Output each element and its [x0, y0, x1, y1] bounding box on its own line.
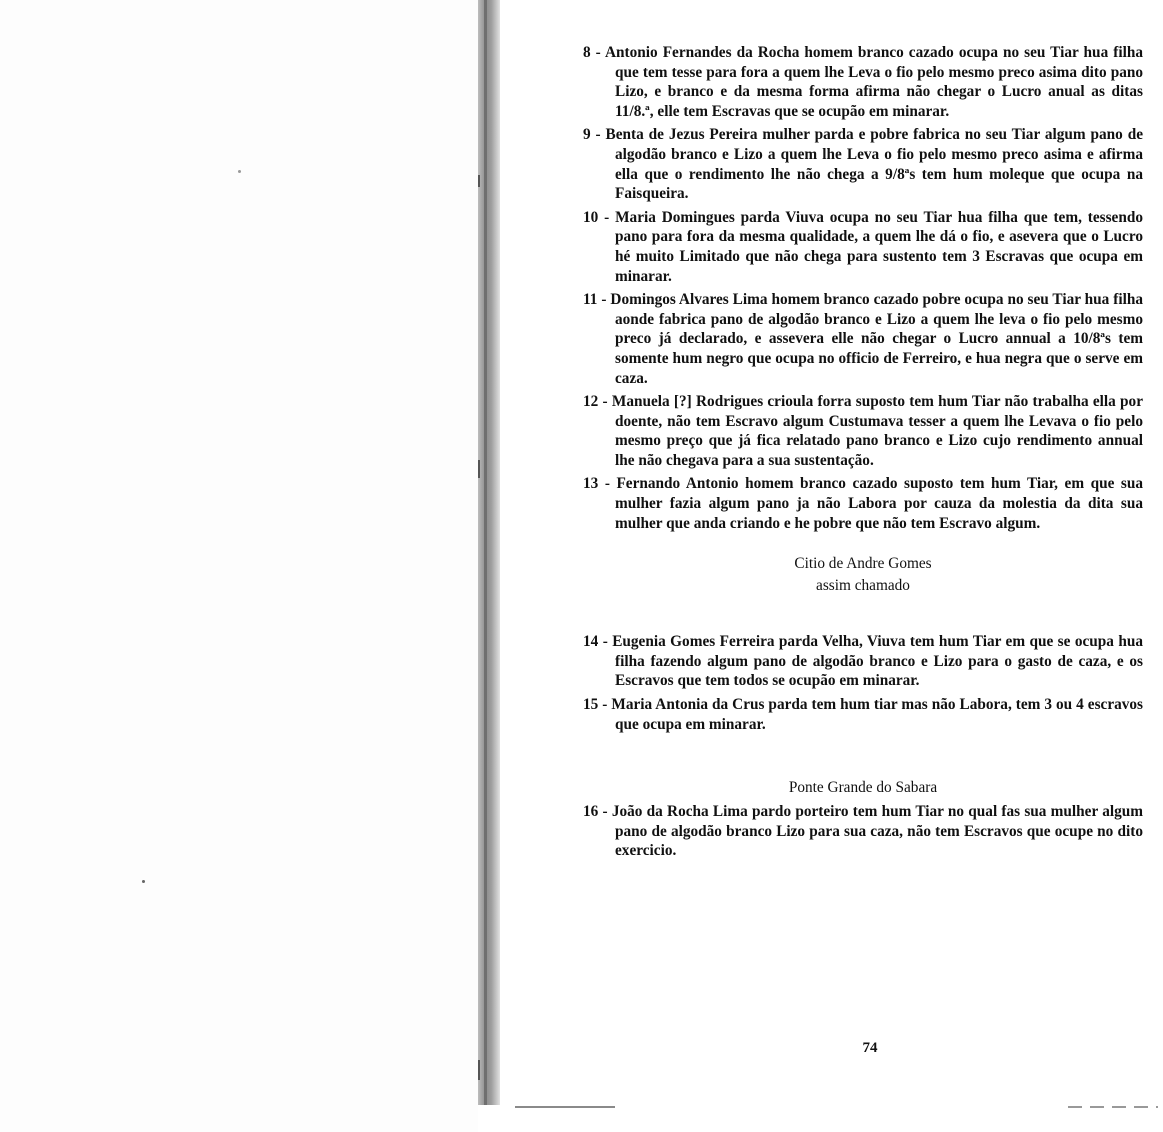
entry-text: Domingos Alvares Lima homem branco cazado pobre ocupa no seu Tiar hua filha aonde fabrica pano de algodão branco e Lizo a quem lhe leva o fio pelo mesmo preco já declarado, e assevera elle não chegar o Lucro annual a 10/8ªs tem somente hum negro que ocupa no officio de Ferreiro, e hua negra que o serve em caza. — [610, 291, 1143, 387]
entry-16 — [583, 802, 1143, 861]
entry-13 — [583, 474, 1143, 533]
entry-text: Fernando Antonio homem branco cazado suposto tem hum Tiar, em que sua mulher fazia algum pano ja não Labora por cauza da molestia da dita sua mulher que anda criando e he pobre que não tem Escravo algum. — [615, 475, 1144, 532]
page-speck — [142, 880, 145, 883]
entry-15 — [583, 695, 1143, 734]
entry-10 — [583, 208, 1143, 286]
entry-11 — [583, 290, 1143, 388]
entry-text: Maria Antonia da Crus parda tem hum tiar mas não Labora, tem 3 ou 4 escravos que ocupa em minarar. — [611, 696, 1144, 733]
entry-number: 14 - — [583, 633, 608, 651]
entry-12 — [583, 392, 1143, 470]
entry-text: Antonio Fernandes da Rocha homem branco cazado ocupa no seu Tiar hua filha que tem tesse para fora a quem lhe Leva o fio pelo mesmo preco asima dito pano Lizo, e branco e da mesma forma afirma não chegar o Lucro anual as ditas 11/8.ª, elle tem Escravas que se ocupão em minarar. — [604, 44, 1143, 120]
entry-8 — [583, 43, 1143, 121]
book-gutter — [478, 0, 500, 1105]
entry-number: 8 - — [583, 44, 601, 61]
page-bottom-edge — [515, 1106, 615, 1108]
entry-text: Benta de Jezus Pereira mulher parda e pobre fabrica no seu Tiar algum pano de algodão branco e Lizo a quem lhe Leva o fio pelo mesmo preco asima e afirma ella que o rendimento lhe não chega a 9/8ªs tem hum moleque que ocupa na Faisqueira. — [605, 126, 1144, 203]
gutter-mark — [478, 460, 480, 478]
section-heading-line: assim chamado — [816, 577, 910, 595]
entry-text: Maria Domingues parda Viuva ocupa no seu Tiar hua filha que tem, tessendo pano para fora da mesma qualidade, a quem lhe dá o fio, e asevera que o Lucro hé muito Limitado que não chega para sustento tem 3 Escravas que ocupa em minarar. — [615, 208, 1143, 285]
page-bottom-edge — [1068, 1106, 1158, 1108]
book-gutter-edge — [484, 0, 487, 1105]
document-page — [583, 43, 1143, 865]
page-speck — [238, 170, 241, 173]
entry-number: 12 - — [583, 393, 608, 411]
section-heading-citio — [583, 553, 1143, 597]
section-heading-ponte — [583, 777, 1143, 799]
entry-text: João da Rocha Lima pardo porteiro tem hum Tiar no qual fas sua mulher algum pano de algodão branco Lizo para sua caza, não tem Escravos que ocupe no dito exercicio. — [611, 803, 1144, 860]
entry-text: Manuela [?] Rodrigues crioula forra suposto tem hum Tiar não trabalha ella por doente, não tem Escravo algum Custumava tesser a quem lhe Levava o fio pelo mesmo preço que já fica relatado pano branco e Lizo cujo rendimento annual lhe não chegava para a sua sustentação. — [611, 393, 1143, 469]
entry-number: 10 - — [583, 208, 610, 226]
entry-number: 16 - — [583, 803, 608, 821]
section-heading-line: Ponte Grande do Sabara — [788, 779, 938, 797]
page-number: 74 — [862, 1040, 878, 1056]
entry-14 — [583, 632, 1143, 691]
entry-number: 15 - — [583, 696, 608, 714]
left-blank-page — [0, 0, 478, 1132]
section-heading-line: Citio de Andre Gomes — [794, 555, 932, 573]
gutter-mark — [478, 1060, 480, 1080]
entry-number: 9 - — [583, 126, 601, 144]
entry-9 — [583, 125, 1143, 203]
entry-number: 11 - — [583, 291, 607, 309]
entry-text: Eugenia Gomes Ferreira parda Velha, Viuva tem hum Tiar em que se ocupa hua filha fazendo algum pano de algodão branco e Lizo para o gasto de caza, e os Escravos que tem todos se ocupão em minarar. — [612, 633, 1143, 690]
gutter-mark — [478, 175, 480, 187]
entry-number: 13 - — [583, 475, 610, 493]
